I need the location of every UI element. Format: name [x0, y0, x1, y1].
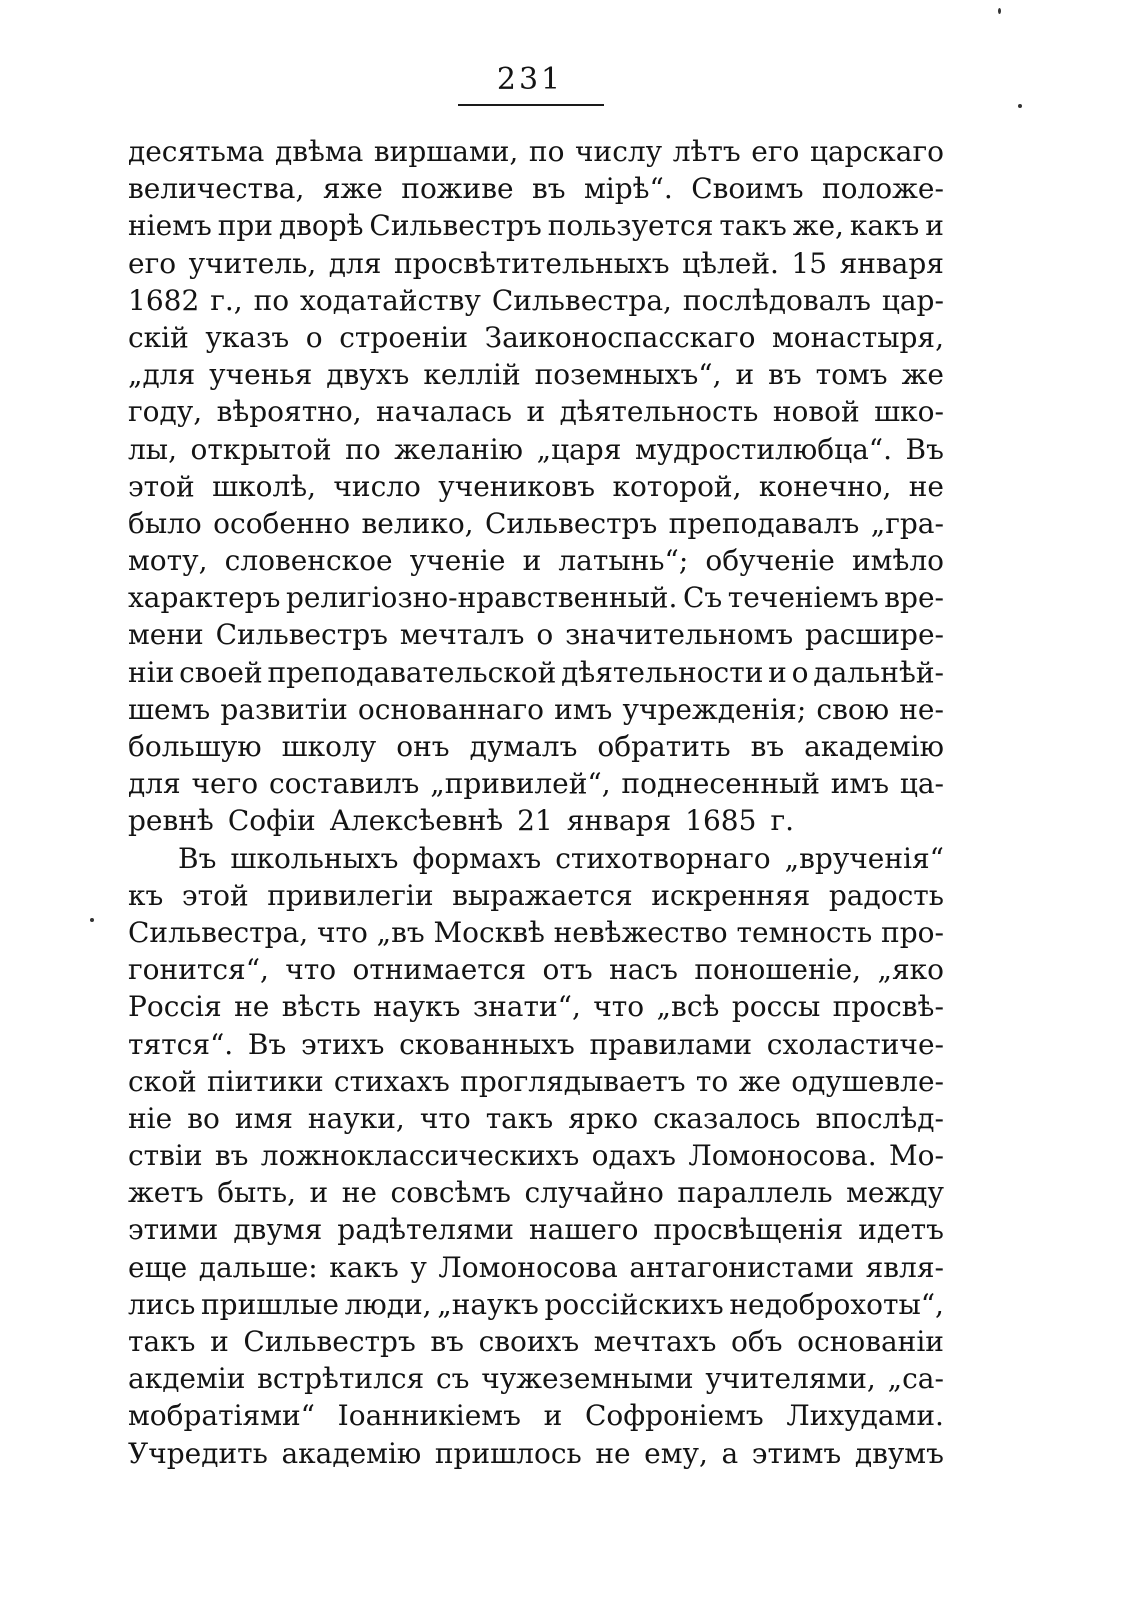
text-line: скій указъ о строеніи Заиконоспасскаго монастыря, — [128, 320, 944, 354]
page-number: 231 — [496, 62, 564, 97]
text-line: ствіи въ ложноклассическихъ одахъ Ломоносова. Мо- — [128, 1139, 944, 1173]
text-line: величества, яже поживе въ мірѣ“. Своимъ положе- — [128, 172, 944, 206]
text-line: жетъ быть, и не совсѣмъ случайно параллель между — [128, 1176, 944, 1210]
text-line: для чего составилъ „привилей“, поднесенный имъ ца- — [128, 767, 944, 801]
text-line: акдеміи встрѣтился съ чужеземными учителями, „са- — [128, 1362, 944, 1396]
text-line: Учредить академію пришлось не ему, а этимъ двумъ — [128, 1436, 944, 1470]
text-line: еще дальше: какъ у Ломоносова антагонистами явля- — [128, 1250, 944, 1284]
text-line: мени Сильвестръ мечталъ о значительномъ расшире- — [128, 618, 944, 652]
text-line: ніи своей преподавательской дѣятельности и о дальнѣй- — [128, 655, 944, 689]
text-line: такъ и Сильвестръ въ своихъ мечтахъ объ основаніи — [128, 1325, 944, 1358]
text-line: Россія не вѣсть наукъ знати“, что „всѣ россы просвѣ- — [128, 990, 944, 1024]
body-text — [128, 133, 944, 1472]
scan-speck — [90, 918, 94, 922]
text-line: было особенно велико, Сильвестръ преподавалъ „гра- — [128, 506, 944, 540]
text-line: тятся“. Въ этихъ скованныхъ правилами схоластиче- — [128, 1027, 944, 1061]
text-line: ской піитики стихахъ проглядываетъ то же одушевле- — [128, 1064, 944, 1098]
text-line: этой школѣ, число учениковъ которой, конечно, не — [128, 469, 944, 503]
scan-speck — [998, 8, 1001, 14]
text-line: ніе во имя науки, что такъ ярко сказалось впослѣд- — [128, 1101, 944, 1135]
text-line: 1682 г., по ходатайству Сильвестра, послѣдовалъ цар- — [128, 283, 944, 317]
text-line: „для ученья двухъ келлій поземныхъ“, и въ томъ же — [128, 358, 944, 392]
scan-speck — [1018, 104, 1022, 108]
text-line: Сильвестра, что „въ Москвѣ невѣжество темность про- — [128, 915, 944, 949]
text-line: этими двумя радѣтелями нашего просвѣщенія идетъ — [128, 1213, 944, 1247]
text-line: Въ школьныхъ формахъ стихотворнаго „врученія“ — [178, 841, 944, 875]
text-line: большую школу онъ думалъ обратить въ академію — [128, 730, 944, 763]
text-line: его учитель, для просвѣтительныхъ цѣлей. 15 января — [128, 246, 944, 280]
text-line: ніемъ при дворѣ Сильвестръ пользуется такъ же, какъ и — [128, 209, 944, 243]
text-line: характеръ религіозно-нравственный. Съ теченіемъ вре- — [128, 581, 944, 615]
text-line: лы, открытой по желанію „царя мудростилюбца“. Въ — [128, 432, 944, 466]
text-line: мобратіями“ Іоанникіемъ и Софроніемъ Лихудами. — [128, 1399, 944, 1433]
text-line: моту, словенское ученіе и латынь“; обученіе имѣло — [128, 544, 944, 578]
page-number-rule — [458, 104, 604, 106]
text-line: къ этой привилегіи выражается искренняя радость — [128, 878, 944, 912]
text-line: лись пришлые люди, „наукъ россійскихъ недоброхоты“, — [128, 1287, 944, 1321]
text-line: шемъ развитіи основаннаго имъ учрежденія; свою не- — [128, 692, 944, 726]
text-line: десятьма двѣма виршами, по числу лѣтъ его царскаго — [128, 135, 944, 168]
text-line: гонится“, что отнимается отъ насъ поношеніе, „яко — [128, 953, 944, 987]
text-line: году, вѣроятно, началась и дѣятельность новой шко- — [128, 395, 944, 429]
text-line: ревнѣ Софіи Алексѣевнѣ 21 января 1685 г. — [128, 804, 795, 838]
